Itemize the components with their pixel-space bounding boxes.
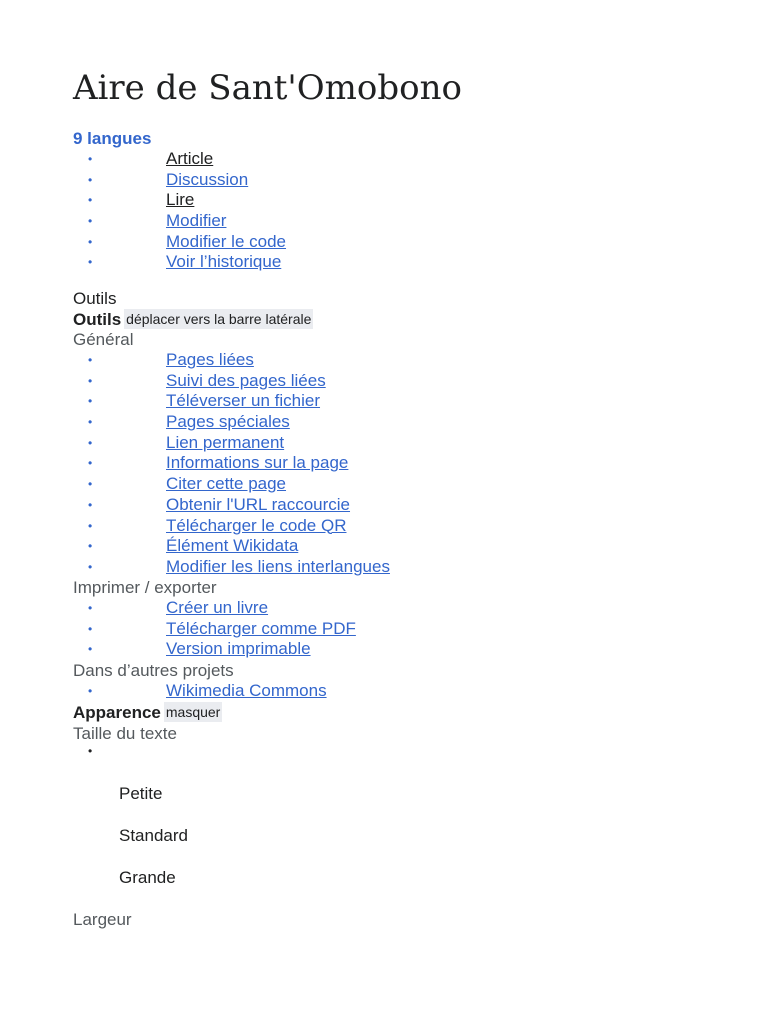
- tools-heading: Outils: [73, 310, 122, 329]
- link-page-info[interactable]: Informations sur la page: [166, 453, 349, 473]
- bullet-icon: •: [88, 684, 93, 698]
- tools-header: [73, 309, 313, 330]
- link-printable-version[interactable]: Version imprimable: [166, 639, 311, 659]
- bullet-icon: •: [88, 601, 93, 615]
- bullet-icon: •: [88, 353, 93, 367]
- appearance-header: [73, 702, 222, 723]
- bullet-icon: •: [88, 621, 93, 636]
- print-export-section-label: Imprimer / exporter: [73, 578, 217, 597]
- bullet-icon: •: [88, 497, 93, 512]
- bullet-icon: •: [88, 172, 93, 187]
- text-size-option-large[interactable]: Grande: [119, 868, 176, 887]
- tab-edit[interactable]: Modifier: [166, 211, 227, 231]
- move-to-sidebar-button[interactable]: déplacer vers la barre latérale: [126, 311, 312, 327]
- text-size-option-standard[interactable]: Standard: [119, 826, 188, 845]
- link-create-book[interactable]: Créer un livre: [166, 598, 269, 617]
- link-cite-page[interactable]: Citer cette page: [166, 474, 287, 494]
- bullet-icon: •: [88, 255, 93, 270]
- tools-dropdown-label[interactable]: Outils: [73, 289, 117, 308]
- bullet-icon: •: [88, 477, 93, 492]
- bullet-icon: •: [88, 539, 93, 554]
- appearance-heading: Apparence: [73, 703, 161, 722]
- width-label: Largeur: [73, 910, 132, 929]
- link-wikidata-item[interactable]: Élément Wikidata: [166, 536, 299, 556]
- link-what-links-here[interactable]: Pages liées: [166, 350, 254, 369]
- bullet-icon: •: [88, 394, 93, 409]
- bullet-icon: •: [88, 559, 93, 574]
- general-section-label: Général: [73, 330, 134, 349]
- bullet-icon: •: [88, 415, 93, 430]
- link-short-url[interactable]: Obtenir l'URL raccourcie: [166, 494, 351, 514]
- link-edit-interlanguage[interactable]: Modifier les liens interlangues: [166, 556, 390, 576]
- text-size-label: Taille du texte: [73, 724, 177, 743]
- tab-history[interactable]: Voir l’historique: [166, 252, 282, 272]
- link-related-changes[interactable]: Suivi des pages liées: [166, 370, 326, 390]
- link-special-pages[interactable]: Pages spéciales: [166, 412, 290, 432]
- bullet-icon: •: [88, 435, 93, 450]
- tab-read[interactable]: Lire: [166, 190, 195, 210]
- tab-article[interactable]: Article: [166, 149, 214, 168]
- tab-edit-source[interactable]: Modifier le code: [166, 231, 287, 251]
- bullet-icon: •: [88, 518, 93, 533]
- tab-discussion[interactable]: Discussion: [166, 169, 249, 189]
- text-size-option-small[interactable]: Petite: [119, 784, 163, 803]
- bullet-icon: •: [88, 152, 93, 166]
- bullet-icon: •: [88, 456, 93, 471]
- bullet-icon: •: [88, 193, 93, 208]
- bullet-icon: •: [88, 234, 93, 249]
- link-wikimedia-commons[interactable]: Wikimedia Commons: [166, 681, 327, 700]
- hide-appearance-button[interactable]: masquer: [165, 704, 221, 720]
- bullet-icon: •: [88, 373, 93, 388]
- bullet-icon: •: [88, 744, 93, 758]
- bullet-icon: •: [88, 642, 93, 657]
- link-permanent[interactable]: Lien permanent: [166, 432, 285, 452]
- link-qr-code[interactable]: Télécharger le code QR: [166, 515, 347, 535]
- page-title: Aire de Sant'Omobono: [73, 68, 462, 108]
- link-download-pdf[interactable]: Télécharger comme PDF: [166, 618, 356, 638]
- link-upload-file[interactable]: Téléverser un fichier: [166, 391, 321, 411]
- languages-button[interactable]: 9 langues: [73, 129, 152, 148]
- other-projects-section-label: Dans d’autres projets: [73, 661, 234, 680]
- bullet-icon: •: [88, 214, 93, 229]
